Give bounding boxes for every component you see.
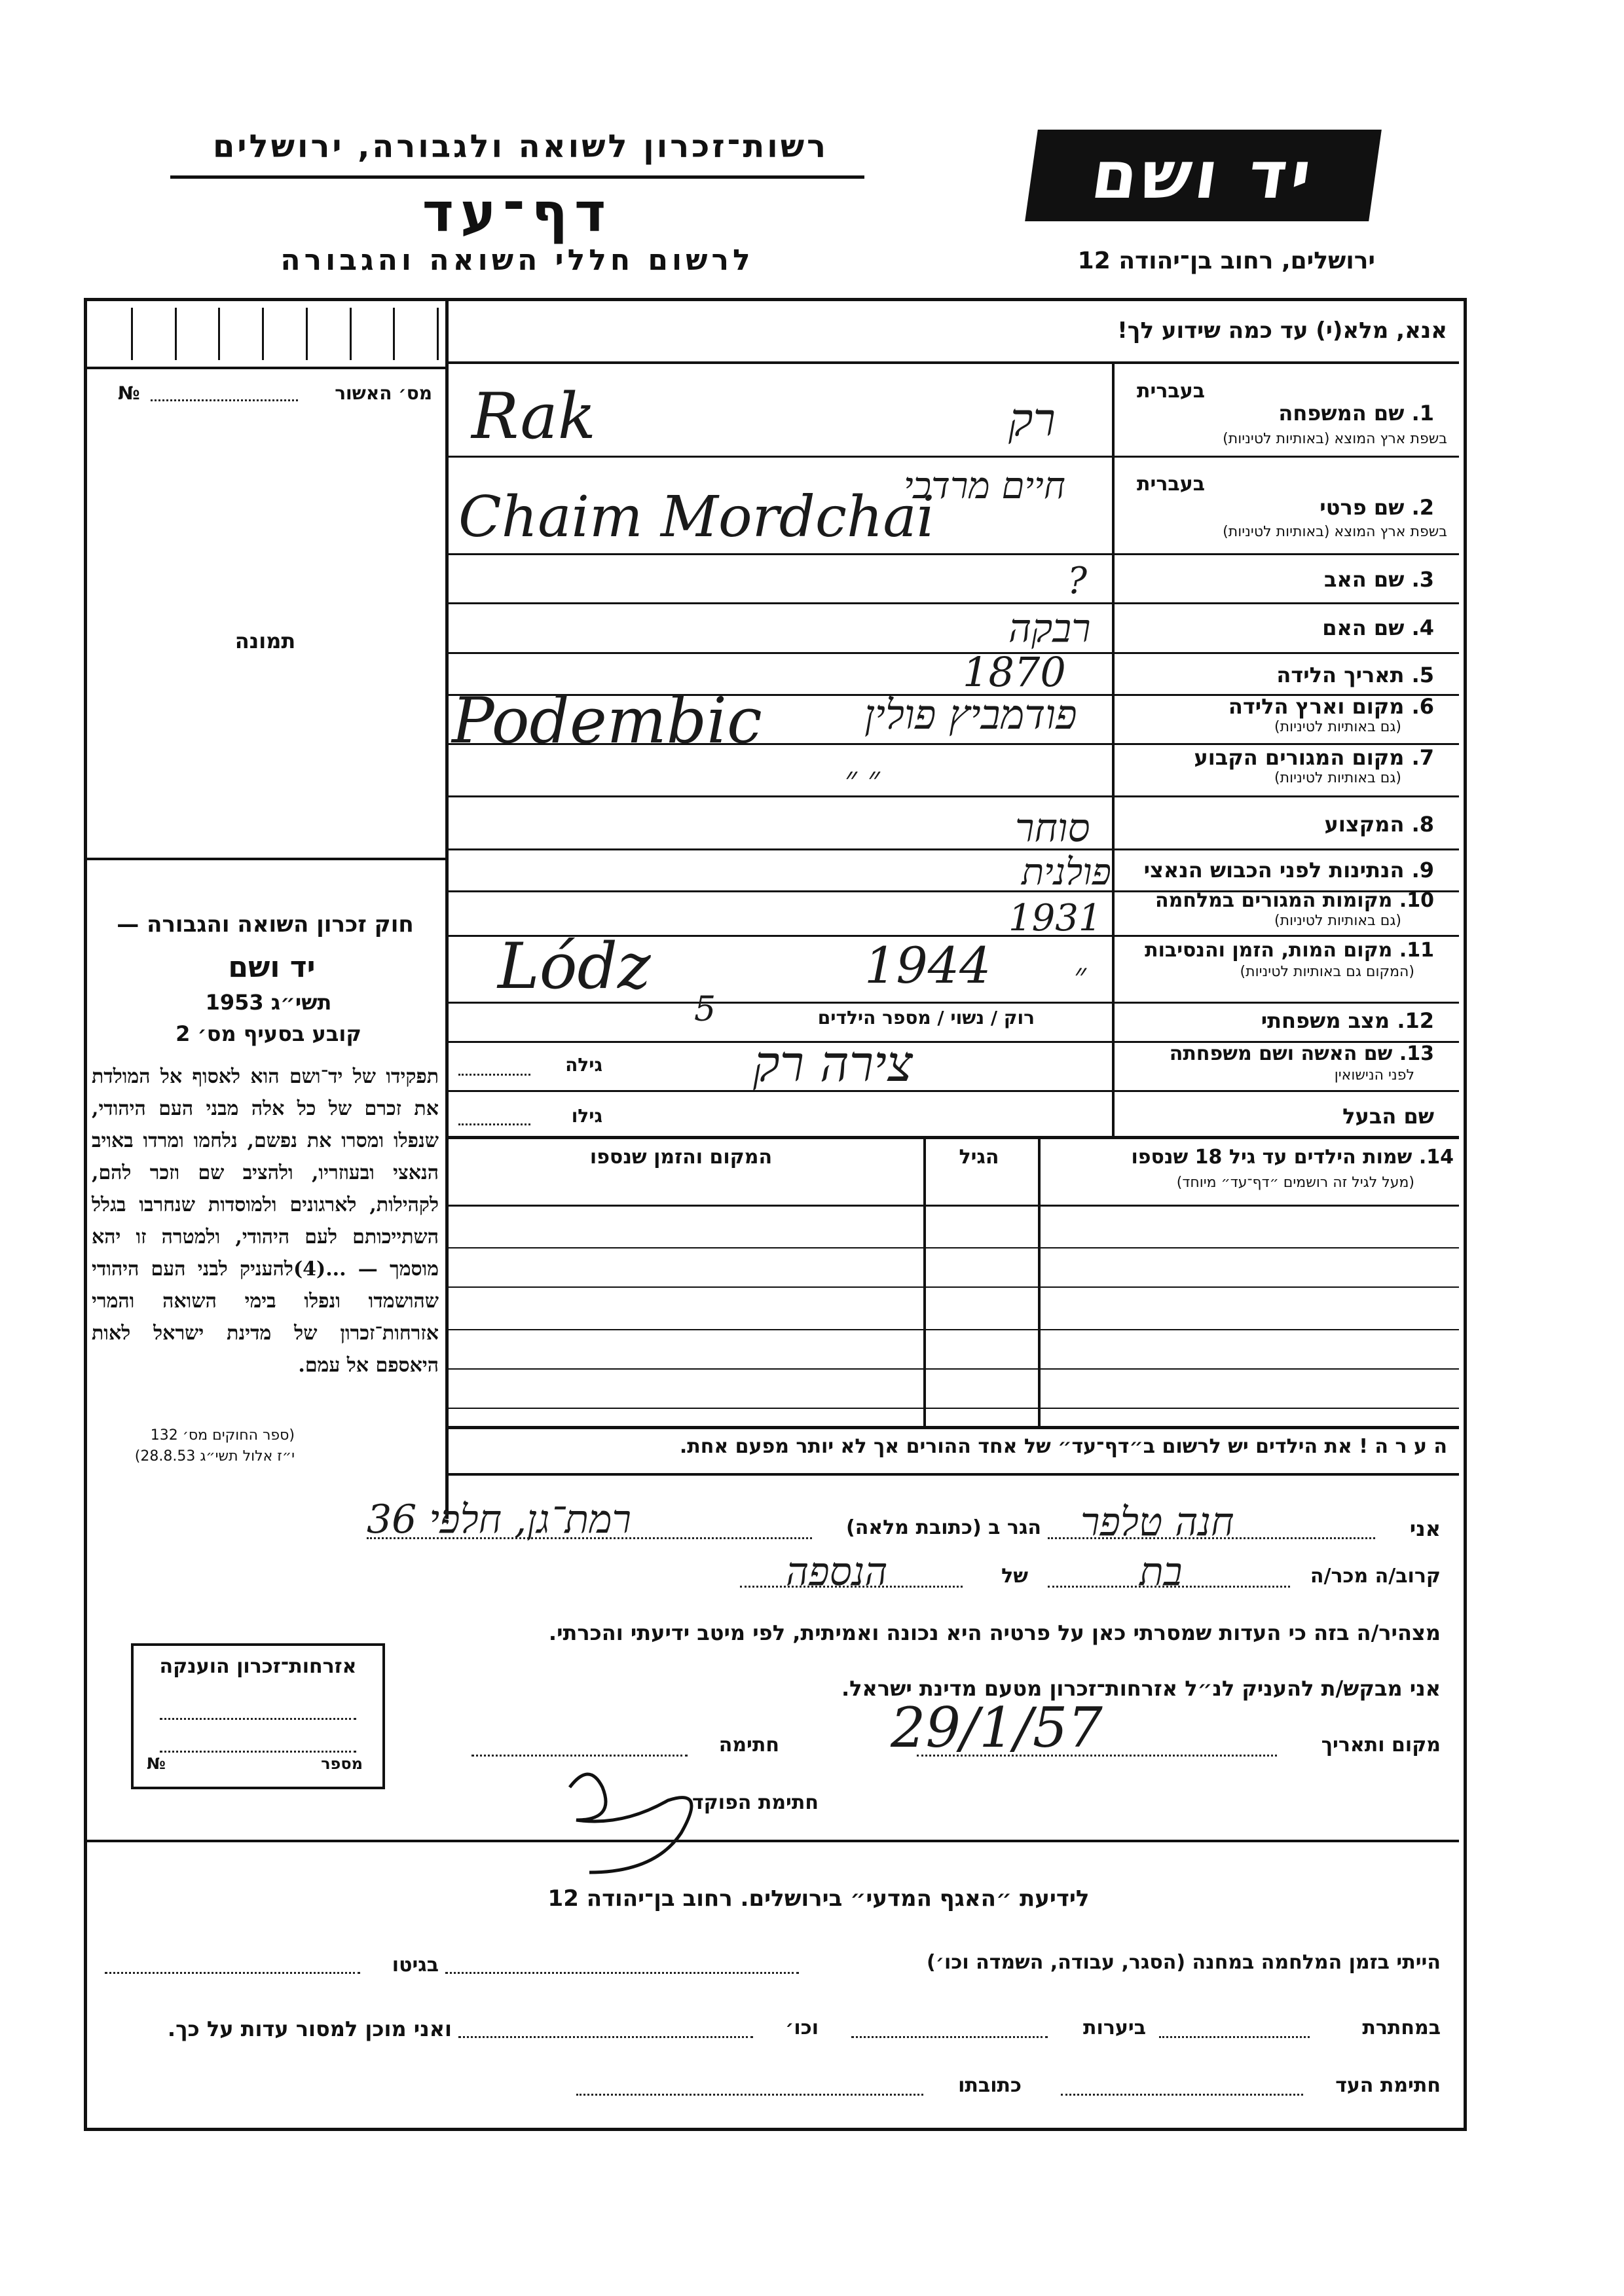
kids-place-header: המקום והזמן שנספו — [589, 1146, 773, 1169]
authority-title: רשות־זכרון לשואה ולגבורה, ירושלים — [212, 128, 829, 165]
witness-line1-b: בגיטו — [392, 1954, 439, 1977]
decl-officer: חתימת הפוקד — [692, 1791, 819, 1814]
label-column-divider — [1112, 364, 1115, 1137]
decl-request: אני מבקש/ת להעניק לנ״ל אזרחות־זכרון מטעם מדינת ישראל. — [841, 1676, 1441, 1701]
husband-age-label: גילו — [571, 1105, 602, 1127]
approval-label: מס׳ האשור — [335, 382, 432, 404]
witness-underground-line[interactable] — [1159, 2036, 1310, 2038]
form-title: דף־עד — [422, 182, 613, 244]
law-year: תשי״ג 1953 — [205, 990, 332, 1015]
field-12-label: 12. מצב משפחתי — [1261, 1008, 1434, 1033]
heb-label: בעברית — [1137, 473, 1205, 496]
header-address: ירושלים, רחוב בן־יהודה 12 — [1077, 247, 1375, 274]
witness-etc-line[interactable] — [458, 2036, 753, 2038]
approval-number-boxes — [131, 308, 439, 360]
field-14-sub: (מעל לגיל זה רושמים ״דף־עד״ מיוחד) — [1176, 1175, 1414, 1191]
citizenship-number-label: מספר — [321, 1755, 363, 1773]
header-rule — [170, 175, 864, 179]
decl-resident: הגר ב (כתובת מלאה) — [845, 1516, 1041, 1539]
witness-line1-a: הייתי בזמן המלחמה במחנה (הסגר, עבודה, השמדה וכו׳) — [927, 1951, 1441, 1974]
left-column-divider — [445, 301, 449, 1519]
law-yad-vashem-logo: יד ושם — [216, 949, 327, 986]
husband-label: שם הבעל — [1342, 1104, 1434, 1129]
hw-birthplace-latin: Podembic — [452, 684, 762, 757]
witness-ghetto-line[interactable] — [105, 1972, 360, 1974]
field-13-sub: לפני הנישואין — [1334, 1067, 1414, 1084]
citizenship-box — [131, 1643, 385, 1789]
hw-of-deceased: הנספה — [786, 1549, 888, 1595]
witness-line2-c: וכו׳ — [785, 2016, 819, 2039]
hw-death-year: 1944 — [864, 936, 991, 994]
witness-line3-a: חתימת העד — [1335, 2074, 1441, 2097]
field-2-label: 2. שם פרטי — [1320, 495, 1434, 520]
hw-surname-heb: רק — [1008, 393, 1056, 446]
hw-residence: ״ ״ — [845, 759, 880, 797]
decl-i: אני — [1409, 1516, 1441, 1541]
approval-no-sign: № — [118, 382, 140, 404]
wife-age-label: גילה — [565, 1054, 602, 1076]
decl-signature-line[interactable] — [471, 1755, 688, 1757]
field-9-label: 9. הנתינות לפני הכבוש הנאצי — [1143, 858, 1434, 883]
hw-birthplace-heb: פודמביץ פולין — [864, 691, 1077, 738]
hw-children-count: 5 — [694, 990, 716, 1029]
field-14-label: 14. שמות הילדים עד גיל 18 שנספו — [1131, 1146, 1454, 1169]
husband-age-line[interactable] — [458, 1123, 530, 1125]
hw-wife: צירה רק — [753, 1034, 913, 1093]
law-body: תפקידו של יד־ושם הוא לאסוף אל המולדת את זכרם של כל אלה מבני העם היהודי, שנפלו ומסרו את נפשם, נלחמו ומרדו באויב הנאצי ובעוזריו, ולהציב שם וזכר להם, לקהילות, לארגונים ולמוסדות שנחרבו בגלל השתייכותם לעם היהודי, ולמטרה זו יהא מוסמך — ...(4)להעניק לבני העם היהודי שהושמדו ונפלו בימי השואה והמרי אזרחות־זכרון של מדינת ישראל לאות היאספם אל עמם. — [92, 1065, 439, 1377]
kids-age-header: הגיל — [959, 1146, 999, 1169]
hw-surname-latin: Rak — [471, 380, 596, 453]
witness-line2-b: ביערות — [1083, 2016, 1146, 2039]
decl-signature: חתימה — [718, 1734, 779, 1757]
witness-address-line[interactable] — [576, 2094, 923, 2096]
hw-death-mark: ״ — [1074, 956, 1086, 994]
citizenship-no-sign: № — [147, 1755, 166, 1773]
decl-statement: מצהיר/ה בזה כי העדות שמסרתי כאן על פרטיה היא נכונה ואמיתית, לפי מיטב ידיעתי והכרתי. — [548, 1620, 1441, 1645]
field-11-label: 11. מקום המות, הזמן והנסיבות — [1145, 939, 1434, 962]
hw-signer: חנה טלפר — [1080, 1499, 1234, 1545]
witness-forest-line[interactable] — [851, 2036, 1048, 2038]
field-1-label: 1. שם המשפחה — [1278, 401, 1434, 426]
field-11-sub: (המקום גם באותיות לטיניות) — [1240, 964, 1414, 980]
marital-options: רוק / נשוי / מספר הילדים — [817, 1007, 1035, 1029]
field-7-sub: (גם באותיות לטיניות) — [1274, 770, 1401, 786]
hw-birthdate: 1870 — [963, 648, 1066, 696]
hw-father: ? — [1067, 560, 1088, 602]
hw-death-place: Lódz — [498, 930, 651, 1003]
field-10-sub: (גם באותיות לטיניות) — [1274, 913, 1401, 929]
witness-line2-a: במחתרת — [1362, 2016, 1441, 2039]
witness-line2-d: ואני מוכן למסור עדות על כך. — [167, 2016, 452, 2041]
note-text: ה ע ר ה ! את הילדים יש לרשום ב״דף־עד״ של אחד ההורים אך לא יותר מפעם אחת. — [679, 1435, 1447, 1458]
witness-camp-line[interactable] — [445, 1972, 799, 1974]
field-5-label: 5. תאריך הלידה — [1276, 663, 1434, 687]
hw-wartime: 1931 — [1008, 897, 1102, 939]
field-6-sub: (גם באותיות לטיניות) — [1274, 719, 1401, 735]
law-section: קובע בסעיף מס׳ 2 — [175, 1021, 361, 1046]
law-ref-1: (ספר החוקים מס׳ 132 — [150, 1427, 295, 1444]
law-ref-2: י״ז אלול תשי״ג 28.8.53) — [134, 1448, 295, 1465]
approval-number-line[interactable] — [151, 399, 298, 401]
photo-label: תמונה — [234, 629, 296, 653]
field-3-label: 3. שם האב — [1323, 567, 1434, 592]
decl-place-date: מקום ותאריך — [1321, 1734, 1441, 1757]
citizenship-title: אזרחות־זכרון הוענקה — [159, 1655, 357, 1678]
heb-label: בעברית — [1137, 380, 1205, 403]
officer-signature-scribble — [550, 1761, 733, 1879]
form-subtitle: לרשום חללי השואה והגבורה — [280, 244, 754, 277]
yad-vashem-logo: יד ושם — [1025, 130, 1382, 221]
instruction-text: אנא, מלא(י) עד כמה שידוע לך! — [1117, 318, 1447, 344]
bulletin-title: לידיעת ״האגף המדעי״ בירושלים. רחוב בן־יהודה 12 — [547, 1886, 1090, 1912]
field-7-label: 7. מקום המגורים הקבוע — [1194, 745, 1434, 770]
hw-firstname-latin: Chaim Mordchai — [458, 484, 935, 550]
hw-date: 29/1/57 — [891, 1696, 1103, 1760]
witness-signature-line[interactable] — [1061, 2094, 1303, 2096]
field-8-label: 8. המקצוע — [1324, 812, 1434, 837]
hw-citizenship: פולנית — [1022, 851, 1111, 894]
hw-profession: סוחר — [1015, 805, 1090, 851]
hw-mother: רבקה — [1008, 606, 1091, 651]
field-4-label: 4. שם האם — [1322, 615, 1434, 640]
hw-firstname-heb: חיים מרדכי — [904, 465, 1065, 507]
law-title: חוק זכרון השואה והגבורה — — [117, 911, 414, 938]
field-6-label: 6. מקום וארץ הלידה — [1228, 694, 1434, 719]
field-13-label: 13. שם האשה ושם משפחתה — [1169, 1042, 1434, 1065]
decl-relative: קרוב/ה מכר/ה — [1310, 1565, 1441, 1588]
hw-relation: בת — [1139, 1549, 1183, 1595]
witness-line3-b: כתובתו — [958, 2074, 1022, 2097]
field-10-label: 10. מקומות המגורים במלחמה — [1155, 889, 1434, 912]
decl-of: של — [1001, 1565, 1028, 1588]
hw-signer-address: רמת־גן, חלפי 36 — [367, 1497, 632, 1542]
field-1-sub: בשפת ארץ המוצא (באותיות לטיניות) — [1223, 431, 1447, 447]
wife-age-line[interactable] — [458, 1074, 530, 1076]
field-2-sub: בשפת ארץ המוצא (באותיות לטיניות) — [1223, 524, 1447, 540]
